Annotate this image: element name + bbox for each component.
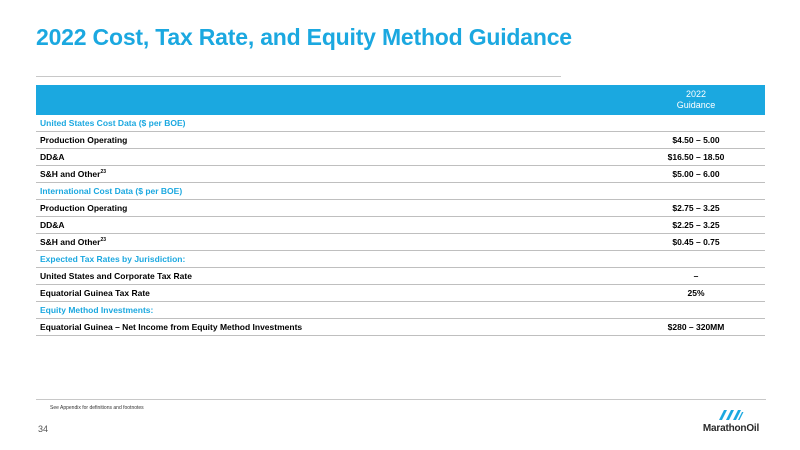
row-label: S&H and Other	[40, 237, 101, 247]
row-value: $16.50 – 18.50	[627, 149, 765, 166]
section-row	[36, 115, 765, 132]
table-row	[36, 132, 765, 149]
title-divider	[36, 76, 561, 77]
row-label: Equatorial Guinea Tax Rate	[36, 285, 627, 302]
row-value: $5.00 – 6.00	[627, 166, 765, 183]
row-label: DD&A	[36, 217, 627, 234]
row-label: Production Operating	[36, 132, 627, 149]
section-us-cost: United States Cost Data ($ per BOE)	[36, 115, 765, 132]
row-value: –	[627, 268, 765, 285]
row-label: Production Operating	[36, 200, 627, 217]
table-row	[36, 217, 765, 234]
table-row	[36, 200, 765, 217]
header-guidance-cell	[627, 85, 765, 115]
section-row	[36, 251, 765, 268]
marathon-wave-icon	[718, 409, 744, 421]
table-row	[36, 285, 765, 302]
row-label: Equatorial Guinea – Net Income from Equity Method Investments	[36, 319, 627, 336]
footnote-ref: 23	[100, 237, 107, 244]
footnote-ref: 23	[100, 169, 107, 176]
company-logo	[696, 409, 766, 437]
section-row	[36, 302, 765, 319]
table-row	[36, 234, 765, 251]
row-label-cell	[36, 234, 627, 251]
page-number: 34	[38, 424, 49, 434]
table-header-row	[36, 85, 765, 115]
section-row	[36, 183, 765, 200]
table-row	[36, 166, 765, 183]
row-value: $4.50 – 5.00	[627, 132, 765, 149]
footer-divider	[36, 399, 766, 400]
row-value: $0.45 – 0.75	[627, 234, 765, 251]
section-equity-method: Equity Method Investments:	[36, 302, 765, 319]
row-label-cell	[36, 166, 627, 183]
footnote: See Appendix for definitions and footnotes	[50, 405, 144, 411]
row-label: DD&A	[36, 149, 627, 166]
section-intl-cost: International Cost Data ($ per BOE)	[36, 183, 765, 200]
header-guidance-label: Guidance	[676, 100, 716, 110]
row-label: United States and Corporate Tax Rate	[36, 268, 627, 285]
header-blank-cell	[36, 85, 627, 115]
table-row	[36, 319, 765, 336]
table-row	[36, 149, 765, 166]
row-label: S&H and Other	[40, 169, 101, 179]
row-value: 25%	[627, 285, 765, 302]
row-value: $2.25 – 3.25	[627, 217, 765, 234]
logo-wordmark: MarathonOil	[702, 423, 760, 434]
header-year: 2022	[685, 89, 707, 99]
page-title: 2022 Cost, Tax Rate, and Equity Method Guidance	[36, 24, 572, 50]
table-row	[36, 268, 765, 285]
row-value: $280 – 320MM	[627, 319, 765, 336]
guidance-table	[36, 85, 765, 336]
section-tax-rates: Expected Tax Rates by Jurisdiction:	[36, 251, 765, 268]
row-value: $2.75 – 3.25	[627, 200, 765, 217]
